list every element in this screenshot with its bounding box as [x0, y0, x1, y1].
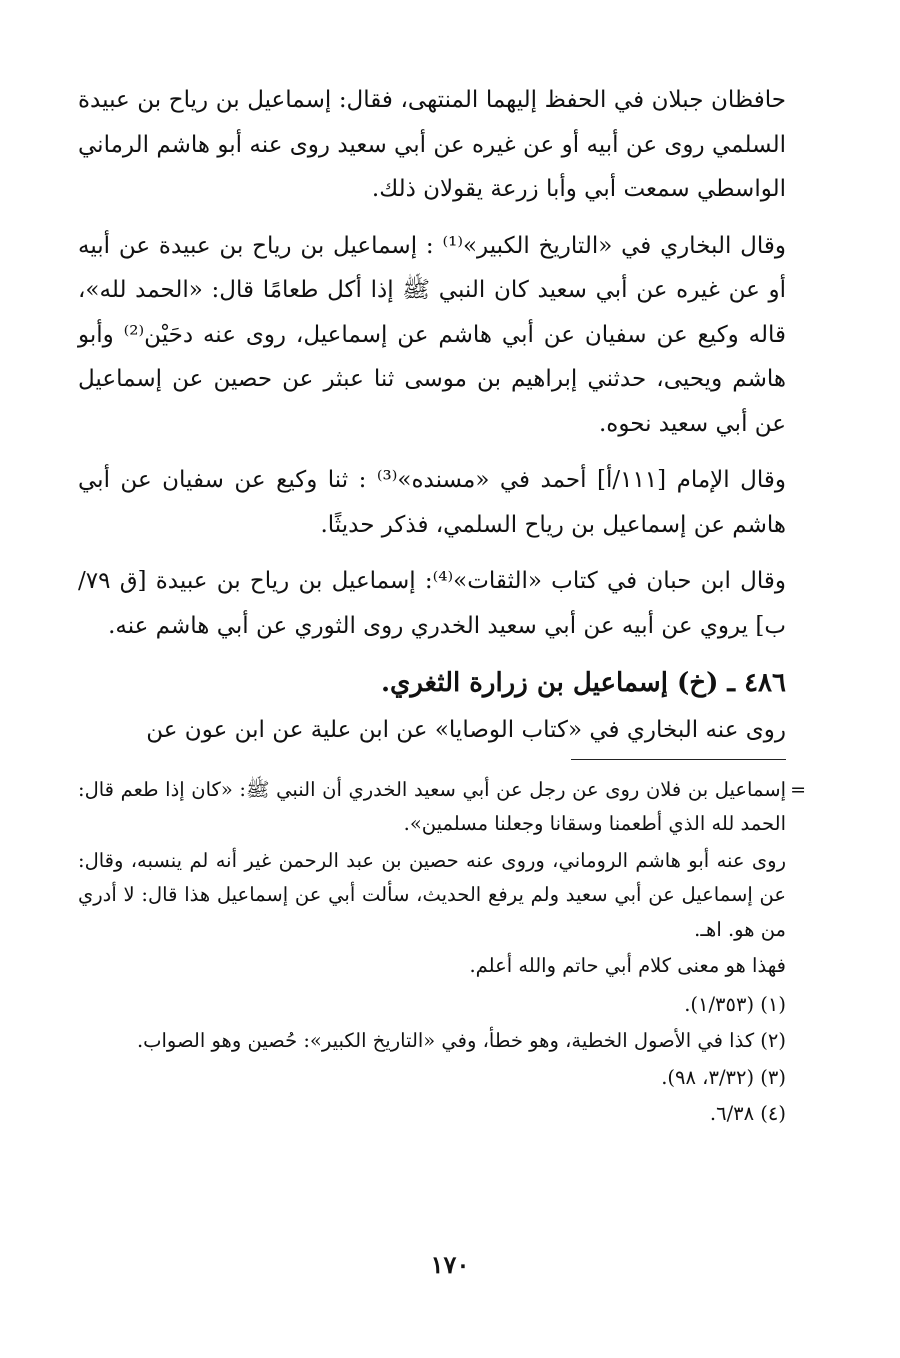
footnote-separator-wrap	[78, 759, 786, 765]
footnote-4: (٤) ٦/٣٨.	[709, 1102, 786, 1125]
paragraph-4: وقال ابن حبان في كتاب «الثقات»⁽⁴⁾: إسماعيل بن رياح بن عبيدة [ق ٧٩/ب] يروي عن أبيه عن أبي سعيد الخدري روى الثوري عن أبي هاشم عنه.	[78, 568, 786, 639]
footnote-separator	[571, 759, 786, 760]
footnote-3: (٣) (٣/٣٢، ٩٨).	[661, 1065, 786, 1089]
note-paragraph-2: روى عنه أبو هاشم الروماني، وروى عنه حصين بن عبد الرحمن غير أنه لم ينسبه، وقال: عن إسماعيل عن أبي سعيد ولم يرفع الحديث، سألت أبي عن إسماعيل هذا قال: لا أدري من هو. اهـ.	[78, 848, 786, 941]
footnote-list	[78, 988, 786, 1132]
paragraph-3: وقال الإمام [١١١/أ] أحمد في «مسنده»⁽³⁾ : ثنا وكيع عن سفيان عن أبي هاشم عن إسماعيل بن رياح السلمي، فذكر حديثًا.	[78, 467, 786, 538]
note-paragraph-3: فهذا هو معنى كلام أبي حاتم والله أعلم.	[469, 954, 786, 977]
paragraph-2: وقال البخاري في «التاريخ الكبير»⁽¹⁾ : إسماعيل بن رياح بن عبيدة عن أبيه أو عن غيره عن أبي سعيد كان النبي ﷺ إذا أكل طعامًا قال: «الحمد لله»، قاله وكيع عن سفيان عن أبي هاشم عن إسماعيل، روى عنه دحَيْن⁽²⁾ وأبو هاشم ويحيى، حدثني إبراهيم بن موسى ثنا عبثر عن حصين عن إسماعيل عن أبي سعيد نحوه.	[78, 232, 786, 437]
entry-text: روى عنه البخاري في «كتاب الوصايا» عن ابن علية عن ابن عون عن	[146, 717, 786, 743]
note-paragraph-1: إسماعيل بن فلان روى عن رجل عن أبي سعيد الخدري أن النبي ﷺ: «كان إذا طعم قال: الحمد لله الذي أطعمنا وسقانا وجعلنا مسلمين».	[78, 777, 786, 835]
footnote-2: (٢) كذا في الأصول الخطية، وهو خطأ، وفي «التاريخ الكبير»: حُصين وهو الصواب.	[136, 1029, 786, 1052]
footnotes-area	[78, 773, 806, 1132]
page-number: ١٧٠	[430, 1250, 470, 1279]
main-text	[78, 78, 786, 753]
continuation-mark: =	[790, 778, 806, 801]
paragraph-1: حافظان جبلان في الحفظ إليهما المنتهى، فقال: إسماعيل بن رياح بن عبيدة السلمي روى عن أبيه أو عن غيره عن أبي سعيد روى عنه أبو هاشم الرماني الواسطي سمعت أبي وأبا زرعة يقولان ذلك.	[78, 87, 786, 202]
entry-heading: ٤٨٦ ـ (خ) إسماعيل بن زرارة الثغري.	[380, 668, 786, 698]
footnote-1: (١) (١/٣٥٣).	[684, 992, 786, 1016]
page-body	[78, 78, 806, 1134]
